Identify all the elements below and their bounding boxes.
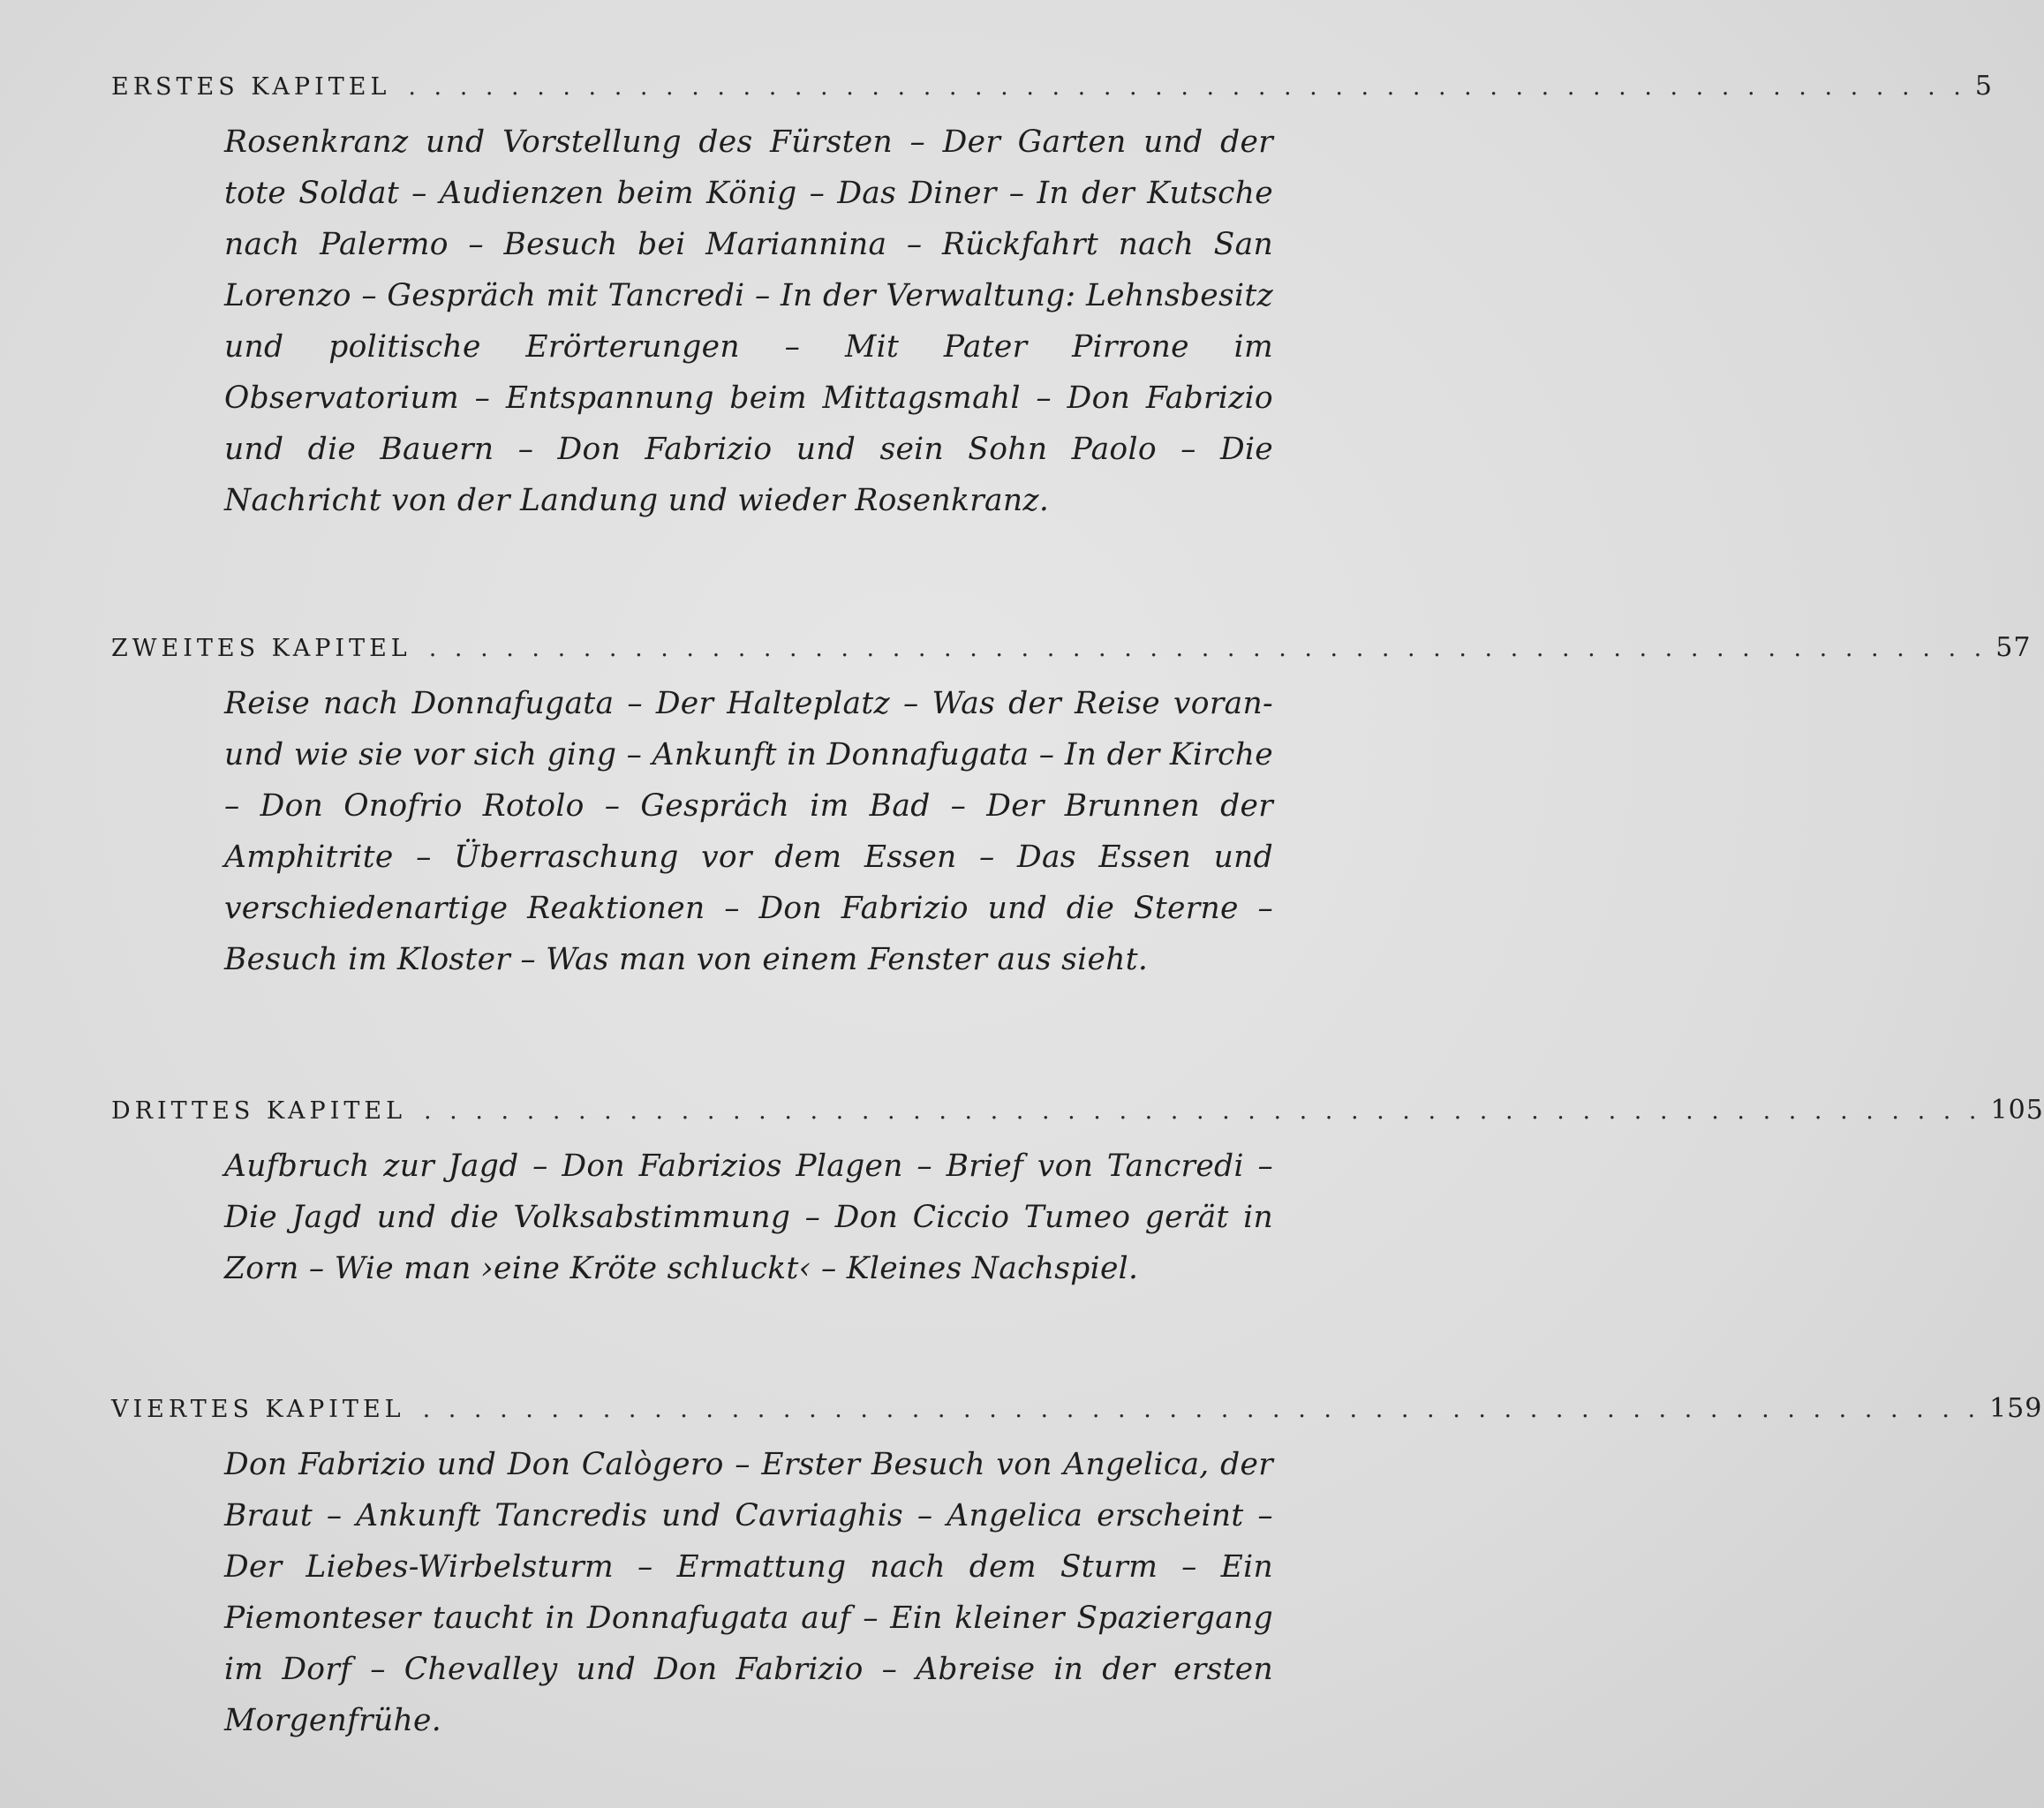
dot-leader: . . . . . . . . . . . . . . . . . . . . . . . . . . . . . . . . . . . . . . . . . . . . . . . . . . . . . . . . . . . . . <box>422 1396 1981 1423</box>
chapter-title: ZWEITES KAPITEL <box>111 635 411 662</box>
dot-leader: . . . . . . . . . . . . . . . . . . . . . . . . . . . . . . . . . . . . . . . . . . . . . . . . . . . . . . . . . . . . . <box>428 635 1987 662</box>
chapter-entry-4 <box>111 1393 2043 1777</box>
chapter-entry-1 <box>111 71 1993 557</box>
chapter-title: ERSTES KAPITEL <box>111 73 391 101</box>
chapter-page-number: 105 <box>1990 1095 2044 1126</box>
chapter-heading <box>111 1095 2044 1139</box>
chapter-summary: Reise nach Donnafugata – Der Halteplatz – Was der Reise voran- und wie sie vor sich ging – Ankunft in Donnafugata – In der Kirche – Don Onofrio Rotolo – Gespräch im Bad – Der Brunnen der Amphitrite – Überraschung vor dem Essen – Das Essen und verschiedenartige Reaktionen – Don Fabrizio und die Sterne – Besuch im Kloster – Was man von einem Fenster aus sieht. <box>224 686 1273 977</box>
chapter-summary: Don Fabrizio und Don Calògero – Erster Besuch von Angelica, der Braut – Ankunft Tancredis und Cavriaghis – Angelica erscheint – Der Liebes-Wirbelsturm – Ermattung nach dem Sturm – Ein Piemonteser taucht in Donnafugata auf – Ein kleiner Spaziergang im Dorf – Chevalley und Don Fabrizio – Abreise in der ersten Morgenfrühe. <box>224 1447 1273 1738</box>
chapter-summary: Rosenkranz und Vorstellung des Fürsten – Der Garten und der tote Soldat – Audienzen beim König – Das Diner – In der Kutsche nach Palermo – Besuch bei Mariannina – Rückfahrt nach San Lorenzo – Gespräch mit Tancredi – In der Verwaltung: Lehnsbesitz und politische Erörterungen – Mit Pater Pirrone im Observatorium – Entspannung beim Mittagsmahl – Don Fabrizio und die Bauern – Don Fabrizio und sein Sohn Paolo – Die Nachricht von der Landung und wieder Rosenkranz. <box>224 124 1273 518</box>
chapter-entry-2 <box>111 632 2032 1016</box>
chapter-title: VIERTES KAPITEL <box>111 1396 405 1423</box>
dot-leader: . . . . . . . . . . . . . . . . . . . . . . . . . . . . . . . . . . . . . . . . . . . . . . . . . . . . . . . . . . . . . <box>424 1097 1982 1125</box>
chapter-heading <box>111 632 2032 676</box>
chapter-summary: Aufbruch zur Jagd – Don Fabrizios Plagen – Brief von Tancredi – Die Jagd und die Volksabstimmung – Don Ciccio Tumeo gerät in Zorn – Wie man ›eine Kröte schluckt‹ – Kleines Nachspiel. <box>224 1149 1273 1286</box>
chapter-page-number: 5 <box>1974 71 1993 102</box>
chapter-page-number: 159 <box>1989 1393 2043 1424</box>
chapter-heading <box>111 1393 2043 1437</box>
chapter-heading <box>111 71 1993 115</box>
chapter-entry-3 <box>111 1095 2044 1325</box>
dot-leader: . . . . . . . . . . . . . . . . . . . . . . . . . . . . . . . . . . . . . . . . . . . . . . . . . . . . . . . . . . . . . <box>408 73 1966 101</box>
chapter-page-number: 57 <box>1995 632 2032 663</box>
chapter-title: DRITTES KAPITEL <box>111 1097 407 1125</box>
